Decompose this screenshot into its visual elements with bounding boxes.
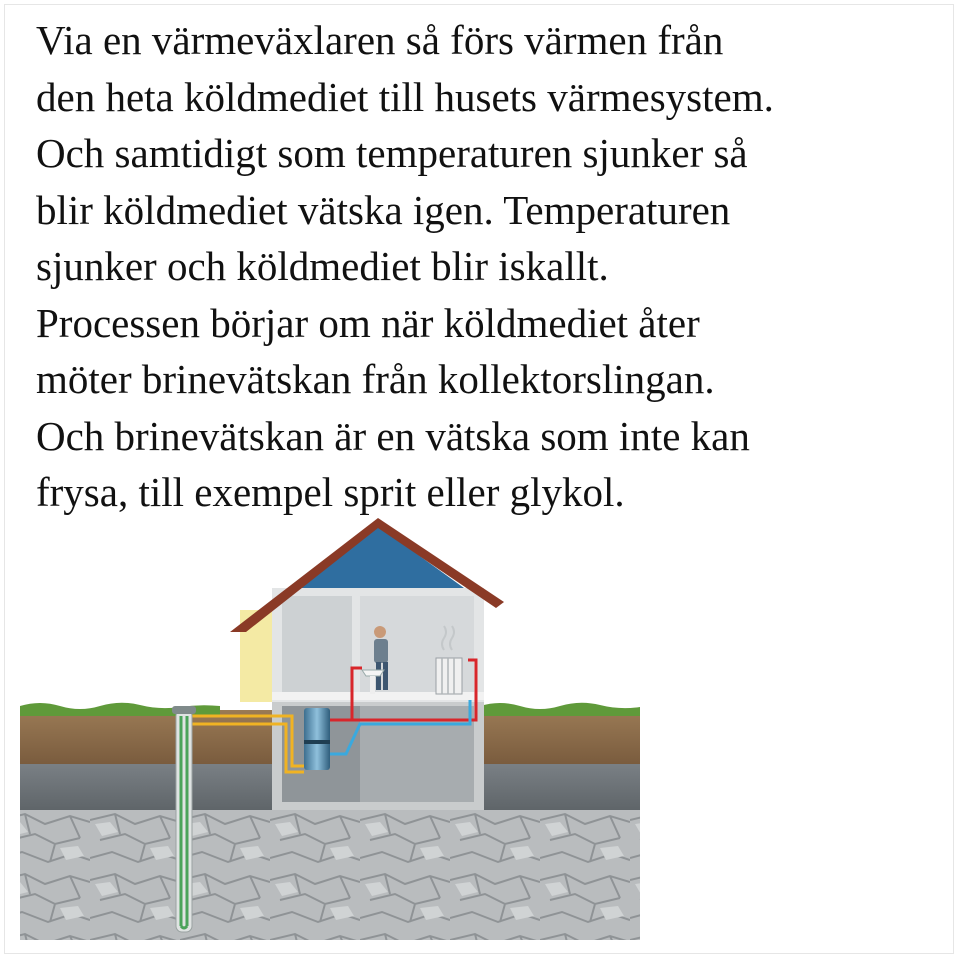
text-line: möter brinevätskan från kollektorslingan. [36, 356, 715, 402]
text-line: sjunker och köldmediet blir iskallt. [36, 243, 609, 289]
text-line: frysa, till exempel sprit eller glykol. [36, 469, 625, 515]
explanation-text [36, 12, 946, 521]
text-line: den heta köldmediet till husets värmesystem. [36, 73, 774, 120]
basement [272, 700, 484, 810]
text-line: blir köldmediet vätska igen. Temperaturen [36, 186, 731, 233]
heat-pump-unit [304, 708, 330, 770]
text-line: Processen börjar om när köldmediet åter [36, 299, 700, 346]
borehole-collector [172, 706, 196, 932]
text-line: Och brinevätskan är en vätska som inte kan [36, 412, 750, 459]
bedrock-layer [20, 800, 640, 940]
text-line: Via en värmeväxlaren så förs värmen från [36, 17, 724, 63]
heat-pump-illustration [0, 510, 660, 950]
text-line: Och samtidigt som temperaturen sjunker så [36, 130, 748, 176]
attic [292, 526, 464, 588]
